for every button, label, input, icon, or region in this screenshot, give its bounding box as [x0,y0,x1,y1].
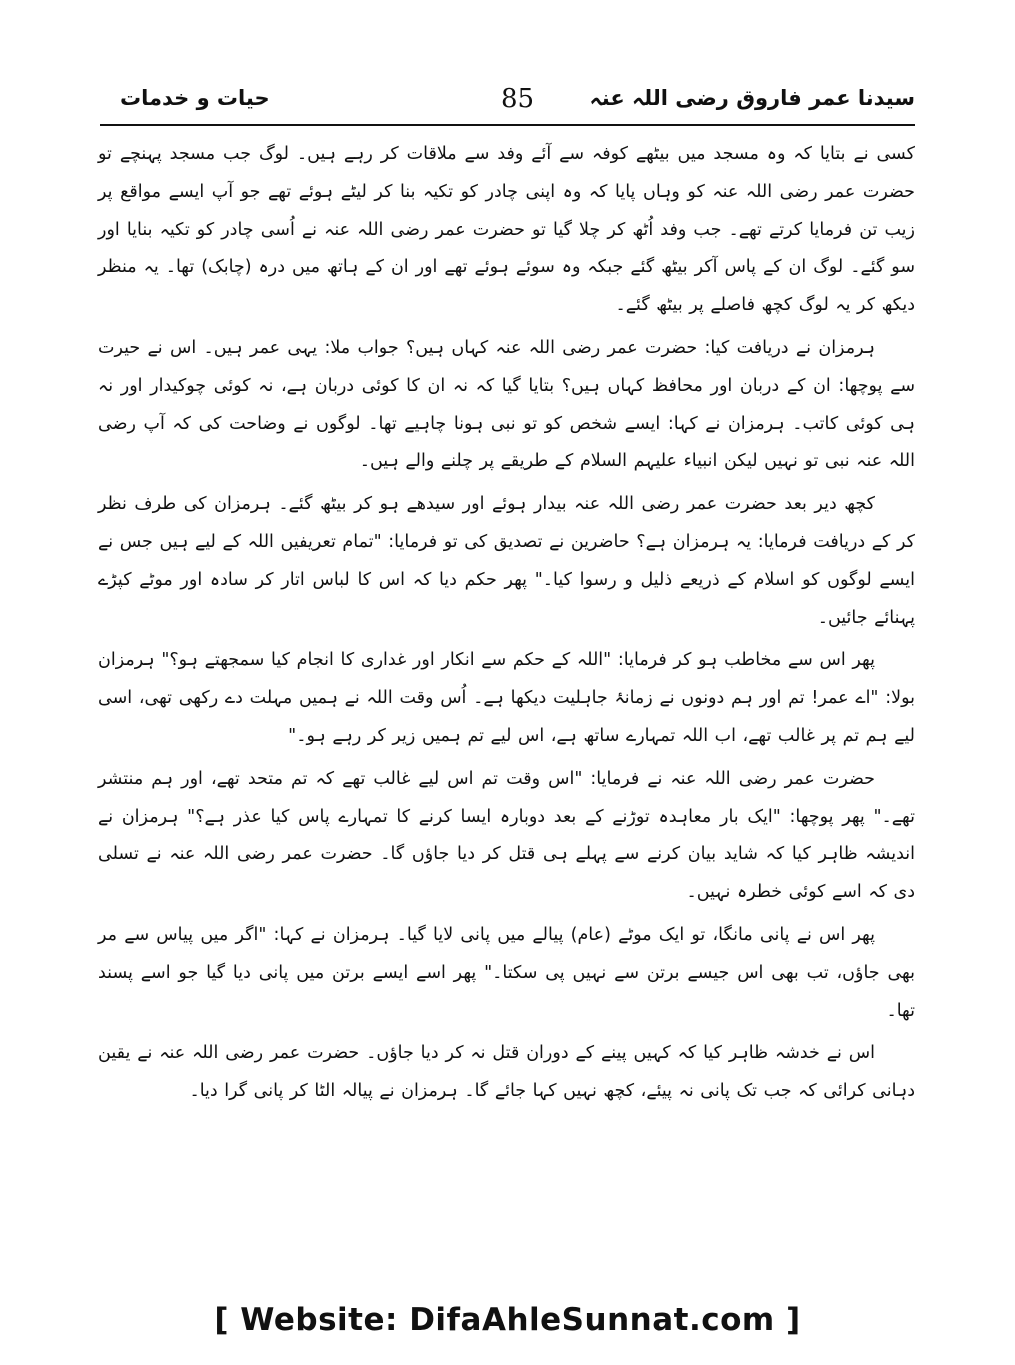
page-number: 85 [500,84,535,114]
paragraph-2: ہرمزان نے دریافت کیا: حضرت عمر رضی اللہ عنہ کہاں ہیں؟ جواب ملا: یہی عمر ہیں۔ اس نے حیرت سے پوچھا: ان کے دربان اور محافظ کہاں ہیں؟ بتایا گیا کہ نہ ان کا کوئی دربان ہے، نہ کوئی چوکیدار اور نہ ہی کوئی کاتب۔ ہرمزان نے کہا: ایسے شخص کو تو نبی ہونا چاہیے تھا۔ لوگوں نے وضاحت کی کہ آپ رضی اللہ عنہ نبی تو نہیں لیکن انبیاء علیہم السلام کے طریقے پر چلنے والے ہیں۔ [98,337,915,472]
page-body [98,136,915,1136]
paragraph-7: اس نے خدشہ ظاہر کیا کہ کہیں پینے کے دوران قتل نہ کر دیا جاؤں۔ حضرت عمر رضی اللہ عنہ نے یقین دہانی کرائی کہ جب تک پانی نہ پیئے، کچھ نہیں کہا جائے گا۔ ہرمزان نے پیالہ الٹا کر پانی گرا دیا۔ [98,1043,915,1102]
website-footer: [ Website: DifaAhleSunnat.com ] [214,1302,801,1338]
page-header [120,84,915,120]
paragraph-6: پھر اس نے پانی مانگا، تو ایک موٹے (عام) پیالے میں پانی لایا گیا۔ ہرمزان نے کہا: "اگر میں پیاس سے مر بھی جاؤں، تب بھی اس جیسے برتن سے نہیں پی سکتا۔" پھر اسے ایسے برتن میں پانی دیا گیا جو اسے پسند تھا۔ [98,924,915,1021]
paragraph-3: کچھ دیر بعد حضرت عمر رضی اللہ عنہ بیدار ہوئے اور سیدھے ہو کر بیٹھ گئے۔ ہرمزان کی طرف نظر کر کے دریافت فرمایا: یہ ہرمزان ہے؟ حاضرین نے تصدیق کی تو فرمایا: "تمام تعریفیں اللہ کے لیے ہیں جس نے ایسے لوگوں کو اسلام کے ذریعے ذلیل و رسوا کیا۔" پھر حکم دیا کہ اس کا لباس اتار کر سادہ اور موٹے کپڑے پہنائے جائیں۔ [98,494,915,628]
chapter-title: حیات و خدمات [120,86,270,110]
book-title: سیدنا عمر فاروق رضی اللہ عنہ [589,86,915,110]
header-divider [100,124,915,126]
paragraph-1: کسی نے بتایا کہ وہ مسجد میں بیٹھے کوفہ سے آئے وفد سے ملاقات کر رہے ہیں۔ لوگ جب مسجد پہنچے تو حضرت عمر رضی اللہ عنہ کو وہاں پایا کہ وہ اپنی چادر کو تکیہ بنا کر لیٹے ہوئے تھے جو آپ ایسے مواقع پر زیب تن فرمایا کرتے تھے۔ جب وفد اُٹھ کر چلا گیا تو حضرت عمر رضی اللہ عنہ نے اُسی چادر کو تکیہ بنایا اور سو گئے۔ لوگ ان کے پاس آکر بیٹھ گئے جبکہ وہ سوئے ہوئے تھے اور ان کے ہاتھ میں درہ (چابک) تھا۔ یہ منظر دیکھ کر یہ لوگ کچھ فاصلے پر بیٹھ گئے۔ [98,144,915,316]
paragraph-5: حضرت عمر رضی اللہ عنہ نے فرمایا: "اس وقت تم اس لیے غالب تھے کہ تم متحد تھے، اور ہم منتشر تھے۔" پھر پوچھا: "ایک بار معاہدہ توڑنے کے بعد دوبارہ ایسا کرنے کا تمہارے پاس کیا عذر ہے؟" ہرمزان نے اندیشہ ظاہر کیا کہ شاید بیان کرنے سے پہلے ہی قتل کر دیا جاؤں گا۔ حضرت عمر رضی اللہ عنہ نے تسلی دی کہ اسے کوئی خطرہ نہیں۔ [98,768,915,903]
paragraph-4: پھر اس سے مخاطب ہو کر فرمایا: "اللہ کے حکم سے انکار اور غداری کا انجام کیا سمجھتے ہو؟" ہرمزان بولا: "اے عمر! تم اور ہم دونوں نے زمانۂ جاہلیت دیکھا ہے۔ اُس وقت اللہ نے ہمیں مہلت دے رکھی تھی، اسی لیے ہم تم پر غالب تھے، اب اللہ تمہارے ساتھ ہے، اس لیے تم ہمیں زیر کر رہے ہو۔" [98,650,915,746]
